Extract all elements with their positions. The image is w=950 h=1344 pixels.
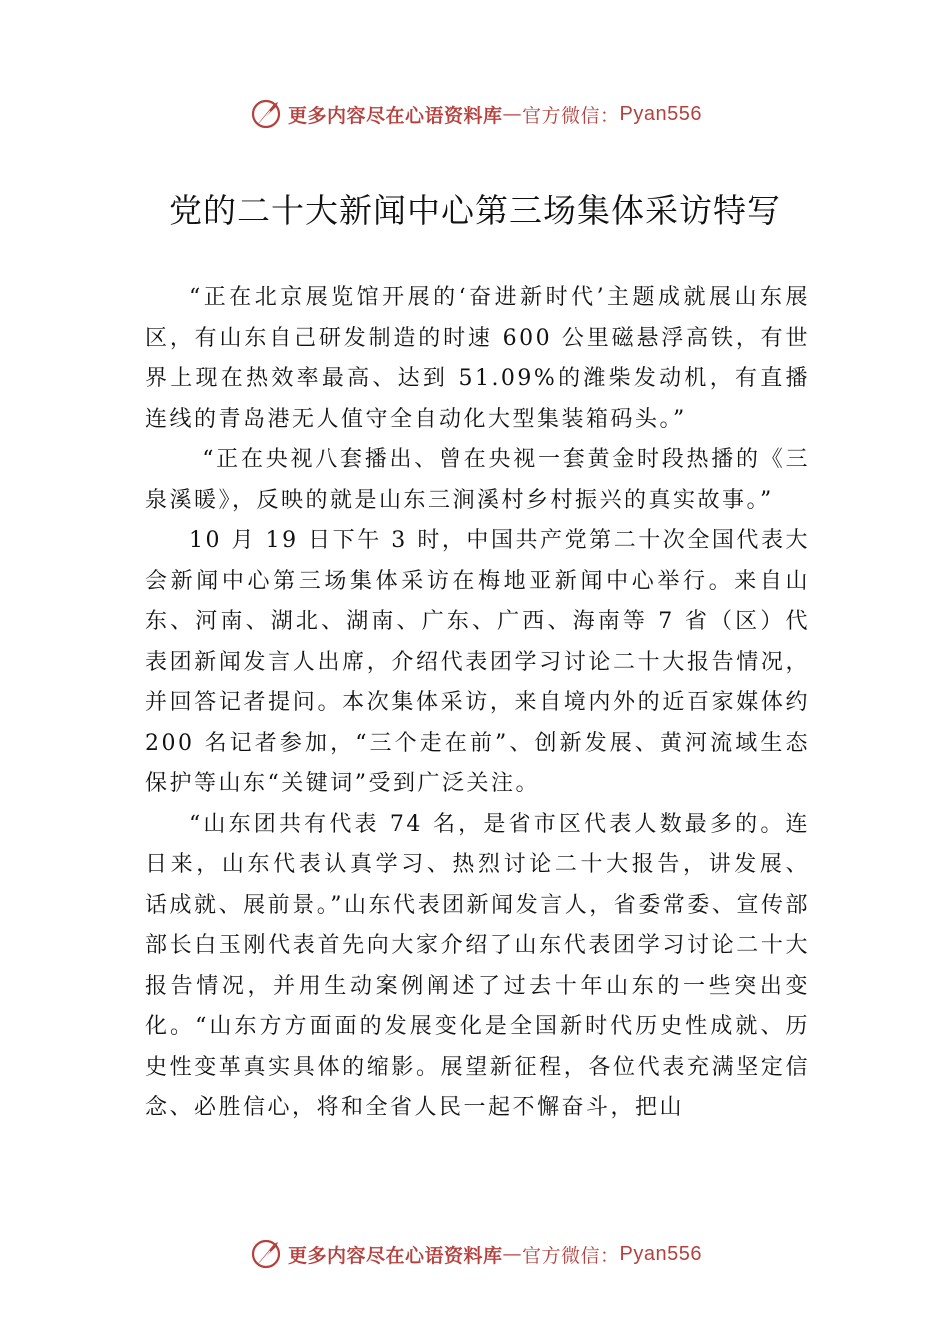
banner-wechat-id: Pyan556 — [619, 102, 702, 125]
body-paragraph-3: 10 月 19 日下午 3 时，中国共产党第二十次全国代表大会新闻中心第三场集体采访在梅地亚新闻中心举行。来自山东、河南、湖北、湖南、广东、广西、海南等 7 省（区）代表团新闻发言人出席，介绍代表团学习讨论二十大报告情况，并回答记者提问。本次集体采访，来自境内外的近百家媒体约 200 名记者参加，“三个走在前”、创新发展、黄河流域生态保护等山东“关键词”受到广泛关注。 — [145, 528, 810, 796]
body-paragraph-4: “山东团共有代表 74 名，是省市区代表人数最多的。连日来，山东代表认真学习、热烈讨论二十大报告，讲发展、 话成就、展前景。”山东代表团新闻发言人，省委常委、宣传部部长白玉刚代表首先向大家介绍了山东代表团学习讨论二十大报告情况，并用生动案例阐述了过去十年山东的一些突出变化。“山东方方面面的发展变化是全国新时代历史性成就、历史性变革真实具体的缩影。展望新征程，各位代表充满坚定信念、必胜信心，将和全省人民一起不懈奋斗，把山 — [145, 811, 810, 1120]
banner-dash: — — [502, 1243, 523, 1265]
banner-wechat-label: 官方微信： — [522, 104, 620, 127]
banner-main-text: 更多内容尽在心语资料库 — [288, 104, 503, 127]
banner-wechat-id: Pyan556 — [619, 1242, 702, 1265]
footer-watermark-banner — [0, 1234, 950, 1274]
body-paragraph-1: “正在北京展览馆开展的‘奋进新时代’主题成就展山东展区，有山东自己研发制造的时速 600 公里磁悬浮高铁，有世界上现在热效率最高、达到 51.09%的潍柴发动机，有直播连线的青岛港无人值守全自动化大型集装箱码头。” — [145, 285, 810, 432]
document-title: 党的二十大新闻中心第三场集体采访特写 — [169, 191, 781, 230]
document-body — [145, 278, 810, 1129]
quill-pen-logo-icon — [248, 1236, 284, 1272]
header-watermark-banner — [0, 94, 950, 134]
quill-pen-logo-icon — [248, 96, 284, 132]
banner-main-text: 更多内容尽在心语资料库 — [288, 1244, 503, 1267]
banner-wechat-label: 官方微信： — [522, 1244, 620, 1267]
body-paragraph-2: “正在央视八套播出、曾在央视一套黄金时段热播的《三泉溪暖》，反映的就是山东三涧溪村乡村振兴的真实故事。” — [145, 447, 810, 513]
banner-dash: — — [502, 103, 523, 125]
